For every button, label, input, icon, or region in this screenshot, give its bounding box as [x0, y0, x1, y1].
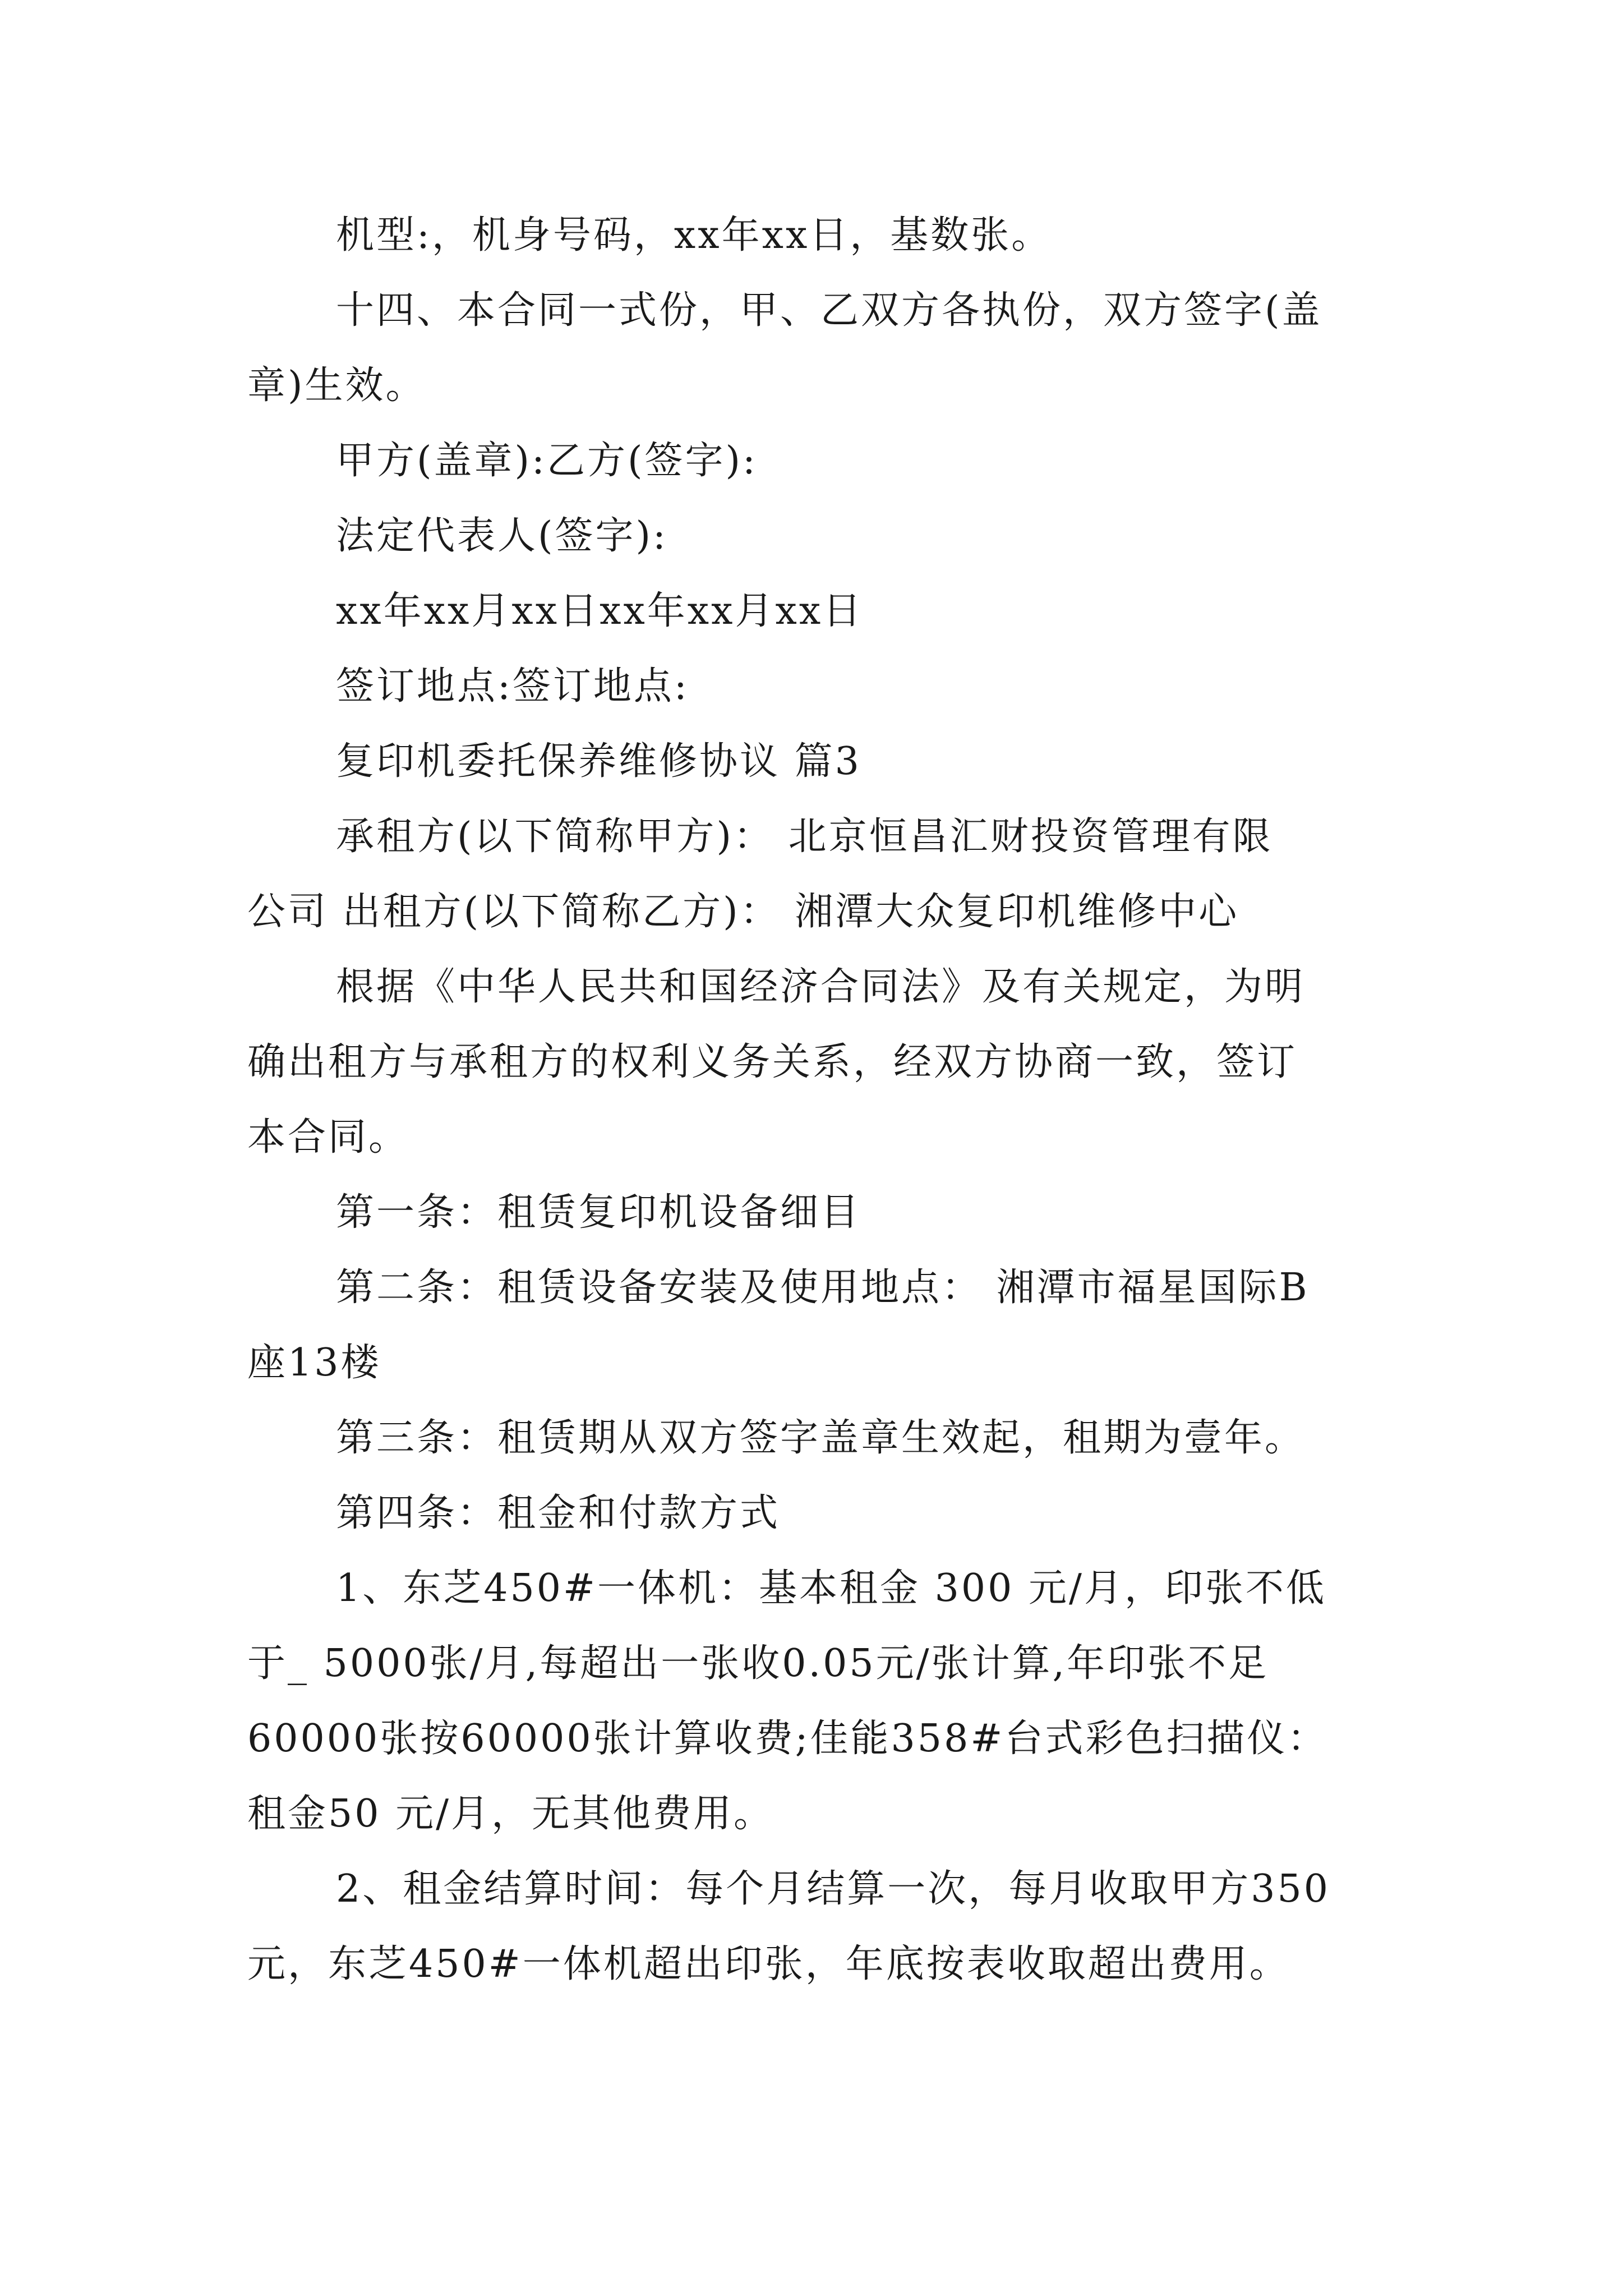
text-line: 本合同。 [247, 1115, 409, 1159]
text-line: 座13楼 [247, 1341, 381, 1385]
text-line: 2、租金结算时间：每个月结算一次，每月收取甲方350 [336, 1867, 1331, 1911]
text-line: 十四、本合同一式份，甲、乙双方各执份，双方签字(盖 [336, 288, 1322, 333]
text-line: xx年xx月xx日xx年xx月xx日 [336, 589, 864, 633]
text-line: 确出租方与承租方的权利义务关系，经双方协商一致，签订 [247, 1040, 1298, 1084]
text-line: 根据《中华人民共和国经济合同法》及有关规定，为明 [336, 965, 1306, 1009]
text-line: 甲方(盖章):乙方(签字): [336, 439, 758, 483]
text-line: 公司 出租方(以下简称乙方)： 湘潭大众复印机维修中心 [247, 890, 1239, 934]
text-line: 法定代表人(签字): [336, 514, 668, 558]
text-line: 租金50 元/月，无其他费用。 [247, 1792, 774, 1836]
text-line: 第一条：租赁复印机设备细目 [336, 1190, 861, 1235]
section-heading: 复印机委托保养维修协议 篇3 [336, 739, 861, 784]
text-line: 章)生效。 [247, 364, 426, 408]
text-line: 机型:，机身号码，xx年xx日，基数张。 [336, 213, 1052, 257]
text-line: 第三条：租赁期从双方签字盖章生效起，租期为壹年。 [336, 1416, 1306, 1460]
text-line: 签订地点:签订地点: [336, 664, 689, 708]
text-line: 承租方(以下简称甲方)： 北京恒昌汇财投资管理有限 [336, 815, 1273, 859]
text-line: 第二条：租赁设备安装及使用地点： 湘潭市福星国际B [336, 1266, 1310, 1310]
text-line: 60000张按60000张计算收费;佳能358#台式彩色扫描仪： [247, 1717, 1328, 1761]
text-line: 于_ 5000张/月,每超出一张收0.05元/张计算,年印张不足 [247, 1641, 1269, 1686]
text-line: 元，东芝450#一体机超出印张，年底按表收取超出费用。 [247, 1942, 1290, 1986]
text-line: 第四条：租金和付款方式 [336, 1491, 781, 1535]
text-line: 1、东芝450#一体机：基本租金 300 元/月，印张不低 [336, 1566, 1326, 1611]
